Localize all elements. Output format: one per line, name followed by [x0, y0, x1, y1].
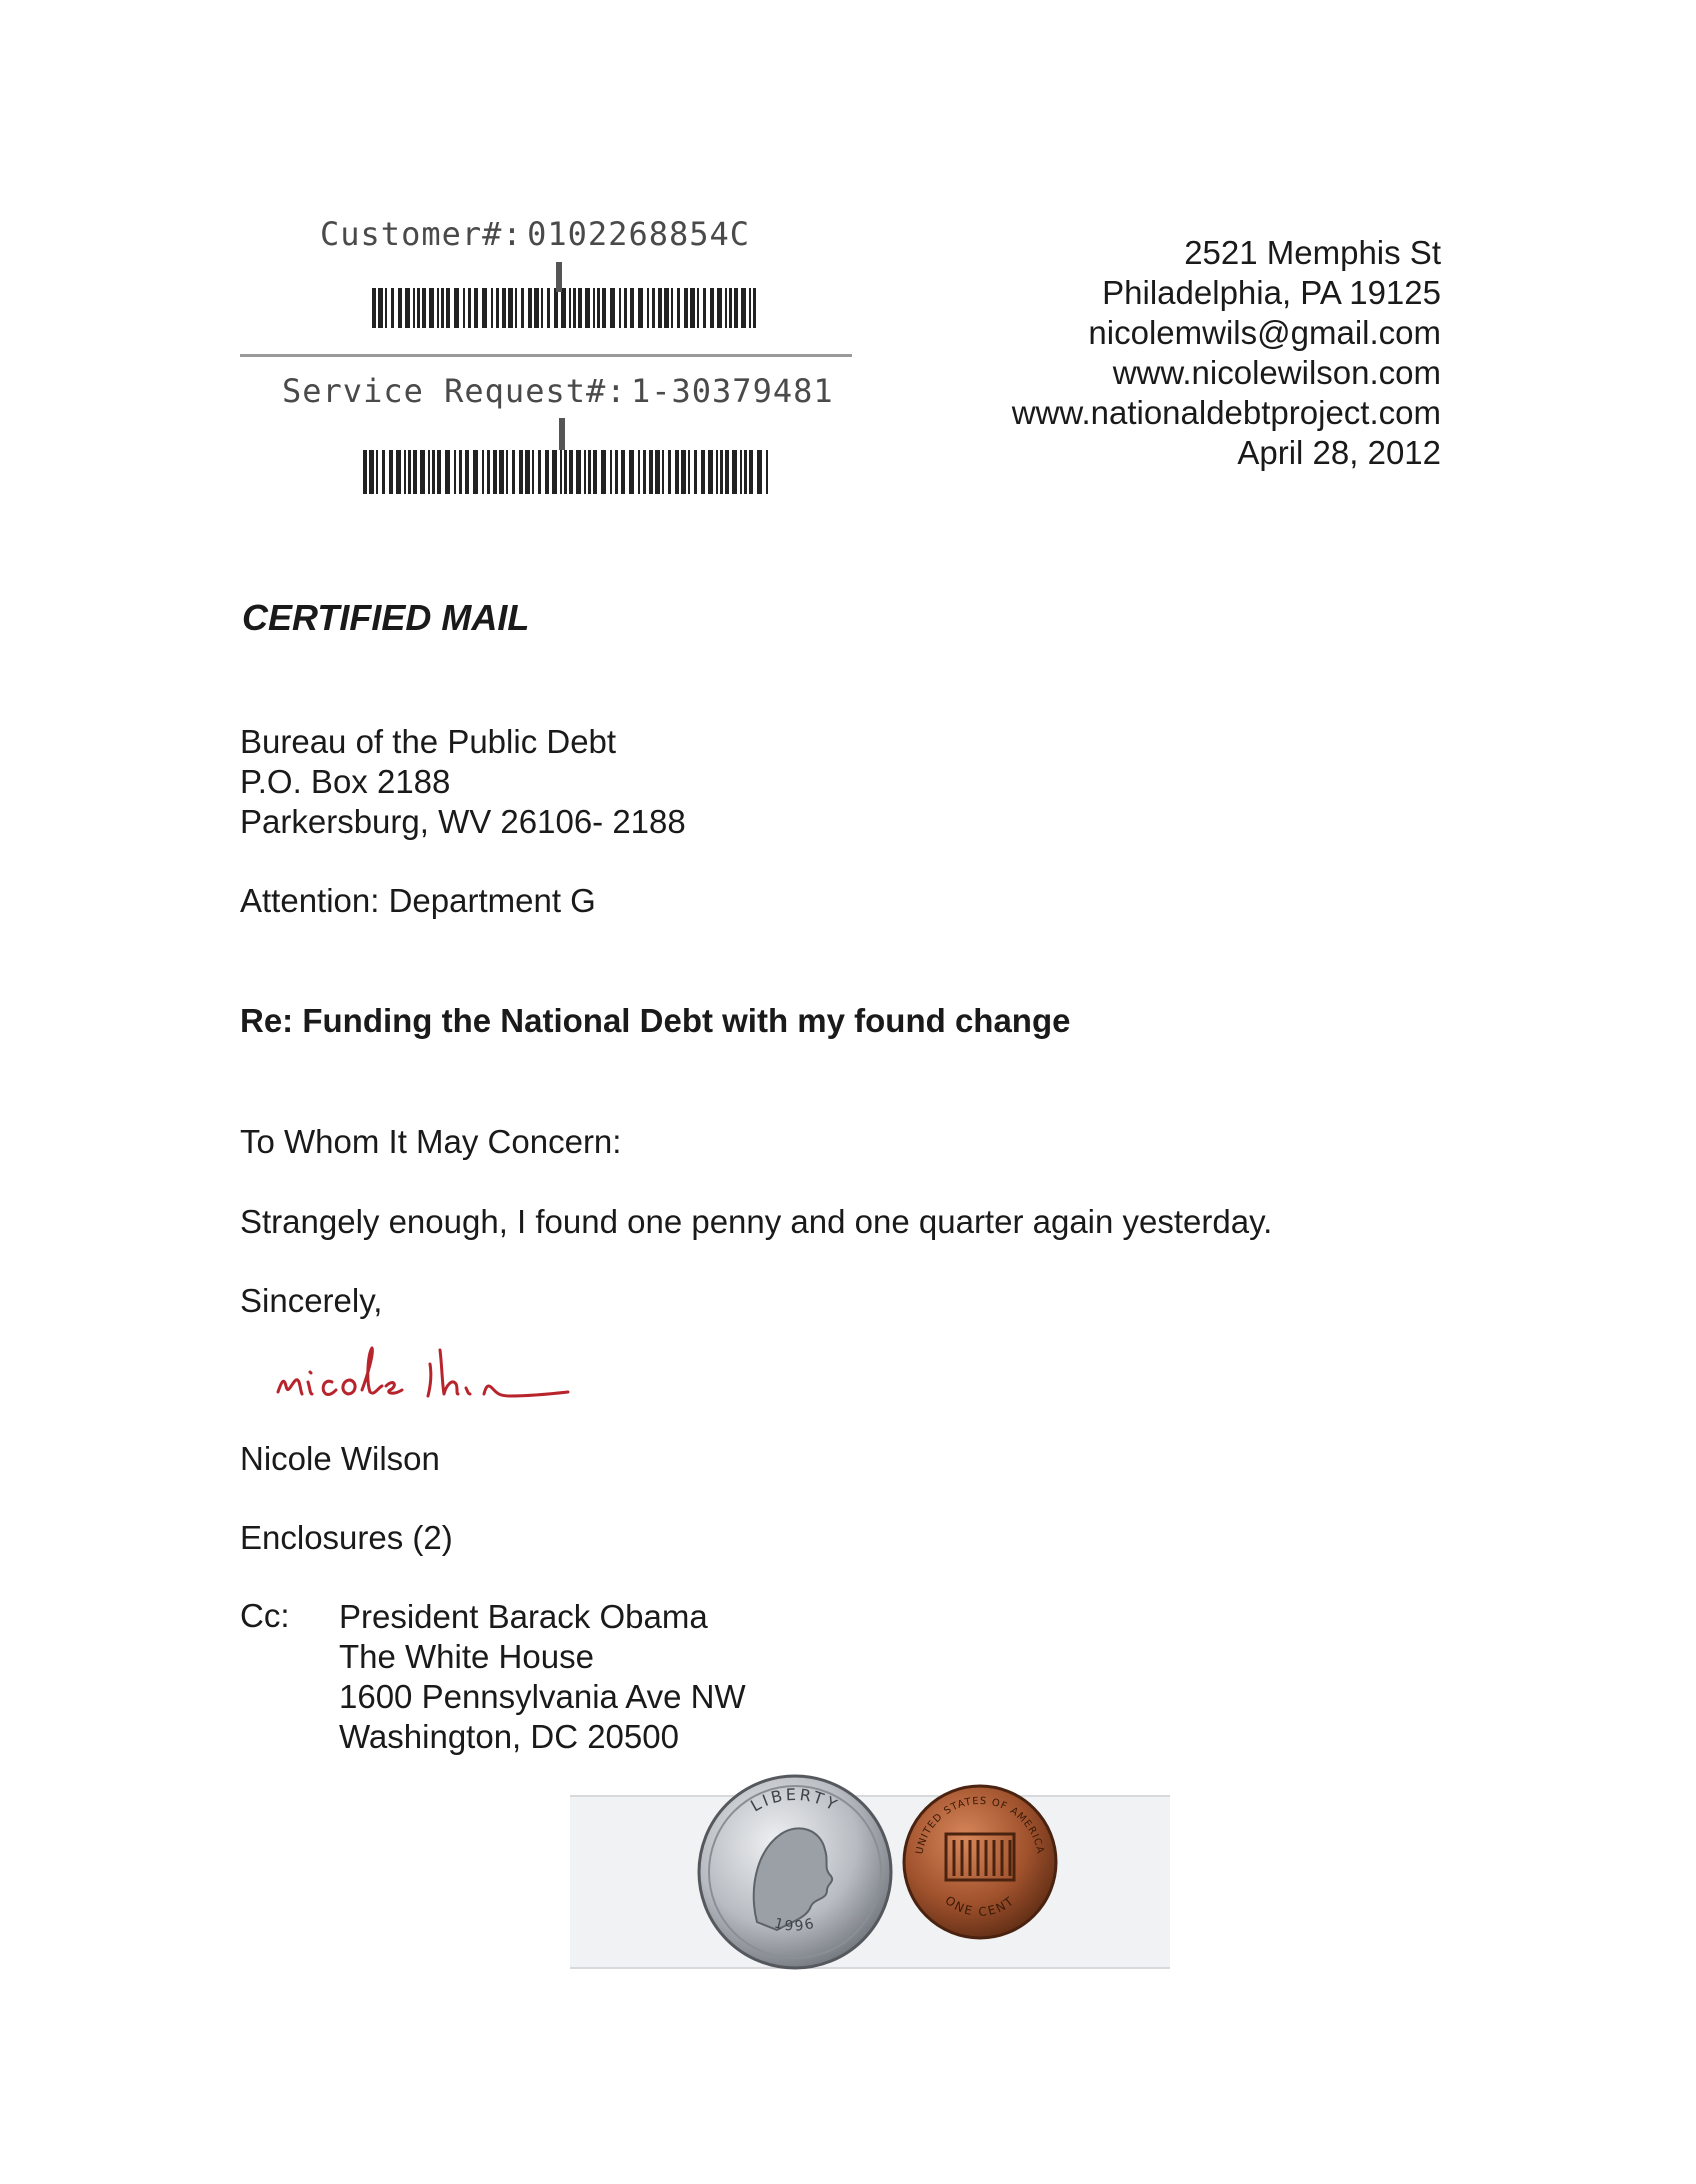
barcode-bar	[561, 288, 566, 328]
barcode-bar	[697, 288, 699, 328]
recipient-city: Parkersburg, WV 26106- 2188	[240, 803, 686, 840]
barcode-bar	[619, 288, 621, 328]
barcode-bar	[662, 450, 664, 494]
barcode-bar	[741, 288, 746, 328]
sender-website-1: www.nicolewilson.com	[1112, 354, 1441, 391]
barcode-bar	[391, 288, 394, 328]
handwritten-signature	[270, 1330, 590, 1420]
barcode-bar	[573, 288, 576, 328]
barcode-bar	[454, 450, 456, 494]
barcode-bar	[378, 288, 383, 328]
barcode-bar	[376, 450, 378, 494]
barcode-bar	[681, 450, 686, 494]
barcode-bar	[487, 450, 490, 494]
barcode-bar	[541, 288, 543, 328]
barcode-bar	[560, 450, 562, 494]
barcode-bar	[463, 288, 465, 328]
barcode-bar	[417, 288, 420, 328]
barcode-bar	[601, 450, 606, 494]
barcode-bar	[576, 450, 581, 494]
barcode-bar	[694, 450, 697, 494]
barcode-bar	[454, 288, 459, 328]
barcode-bar	[538, 450, 541, 494]
sender-city: Philadelphia, PA 19125	[1102, 274, 1441, 311]
barcode-bar	[710, 288, 714, 328]
barcode-bar	[630, 288, 634, 328]
barcode-bar	[396, 450, 401, 494]
barcode-bar	[749, 450, 753, 494]
barcode-bar	[753, 288, 756, 328]
barcode-bar	[629, 450, 634, 494]
barcode-bar	[404, 450, 406, 494]
barcode-bar	[593, 288, 595, 328]
letter-date: April 28, 2012	[1237, 434, 1441, 471]
signer-name: Nicole Wilson	[240, 1440, 440, 1477]
barcode-bar	[597, 288, 600, 328]
barcode-bar	[610, 450, 612, 494]
barcode-bar	[638, 288, 643, 328]
barcode-bar	[569, 288, 571, 328]
barcode-bar	[525, 450, 530, 494]
quarter-year: 1996	[772, 1915, 818, 1935]
barcode-bar	[638, 450, 640, 494]
barcode-bar	[420, 450, 425, 494]
barcode-bar	[684, 288, 688, 328]
penny-coin	[900, 1782, 1060, 1942]
barcode-bar	[652, 288, 655, 328]
barcode-bar	[602, 288, 606, 328]
service-request-number: 1-30379481	[630, 372, 834, 410]
barcode-bar	[422, 288, 426, 328]
barcode-bar	[664, 288, 669, 328]
barcode-bar	[534, 288, 539, 328]
barcode-bar	[382, 450, 385, 494]
barcode-bar	[474, 288, 478, 328]
quarter-top-text: LIBERTY	[747, 1784, 843, 1816]
barcode-bar	[547, 288, 550, 328]
barcode-bar	[655, 450, 660, 494]
attention-line: Attention: Department G	[240, 882, 596, 919]
barcode-bar	[521, 288, 524, 328]
barcode-bar	[528, 288, 532, 328]
barcode-bar	[552, 450, 557, 494]
cc-line: 1600 Pennsylvania Ave NW	[339, 1678, 746, 1715]
barcode-bar	[624, 288, 627, 328]
barcode-bar	[671, 288, 673, 328]
barcode-bar	[554, 288, 558, 328]
barcode-bar	[385, 288, 387, 328]
barcode-bar	[413, 288, 415, 328]
barcode-bar	[437, 288, 439, 328]
barcode-bar	[749, 288, 751, 328]
barcode-bar	[717, 288, 722, 328]
barcode-bar	[744, 450, 747, 494]
barcode-bar	[459, 450, 462, 494]
barcode-bar	[720, 450, 723, 494]
penny-top-text: UNITED STATES OF AMERICA	[914, 1795, 1046, 1856]
salutation: To Whom It May Concern:	[240, 1123, 622, 1160]
barcode-bar	[496, 288, 499, 328]
barcode-bar	[491, 288, 493, 328]
barcode-bar	[740, 450, 742, 494]
quarter-coin	[695, 1772, 895, 1972]
barcode-bar	[593, 450, 597, 494]
barcode-bar	[564, 450, 567, 494]
barcode-bar	[725, 288, 727, 328]
cc-recipient	[339, 1597, 746, 1757]
barcode-bar	[437, 450, 441, 494]
barcode-bar	[668, 450, 671, 494]
barcode-bar	[515, 288, 517, 328]
service-barcode-tick	[559, 418, 565, 450]
barcode-bar	[708, 450, 713, 494]
service-request-stamp	[282, 372, 834, 410]
barcode-bar	[468, 288, 471, 328]
barcode-bar	[493, 450, 497, 494]
barcode-bar	[429, 288, 434, 328]
barcode-bar	[732, 450, 737, 494]
barcode-bar	[703, 288, 706, 328]
barcode-bar	[441, 288, 444, 328]
barcode-bar	[701, 450, 705, 494]
enclosures-line: Enclosures (2)	[240, 1519, 453, 1556]
barcode-bar	[445, 450, 450, 494]
barcode-bar	[658, 288, 662, 328]
sender-street: 2521 Memphis St	[1184, 234, 1441, 271]
barcode-bar	[734, 288, 738, 328]
service-request-label: Service Request#:	[282, 372, 627, 410]
closing: Sincerely,	[240, 1282, 383, 1319]
sender-email: nicolemwils@gmail.com	[1088, 314, 1441, 351]
subject-line: Re: Funding the National Debt with my found change	[240, 1002, 1071, 1039]
body-paragraph: Strangely enough, I found one penny and one quarter again yesterday.	[240, 1203, 1273, 1240]
sender-website-2: www.nationaldebtproject.com	[1011, 394, 1441, 431]
barcode-bar	[502, 288, 506, 328]
barcode-bar	[688, 450, 690, 494]
barcode-bar	[621, 450, 625, 494]
barcode-bar	[610, 288, 615, 328]
barcode-bar	[482, 288, 487, 328]
barcode-bar	[413, 450, 417, 494]
barcode-bar	[677, 288, 680, 328]
service-request-barcode	[363, 450, 768, 494]
barcode-bar	[372, 288, 376, 328]
barcode-bar	[757, 450, 762, 494]
barcode-bar	[766, 450, 768, 494]
barcode-bar	[716, 450, 718, 494]
barcode-bar	[725, 450, 729, 494]
barcode-bar	[588, 450, 591, 494]
customer-stamp	[320, 215, 750, 253]
sender-address	[1012, 233, 1441, 473]
barcode-bar	[569, 450, 573, 494]
barcode-bar	[506, 450, 508, 494]
barcode-bar	[512, 450, 515, 494]
customer-label: Customer#:	[320, 215, 523, 253]
barcode-bar	[532, 450, 534, 494]
barcode-bar	[585, 288, 590, 328]
barcode-bar	[578, 288, 582, 328]
cc-line: The White House	[339, 1638, 594, 1675]
customer-barcode	[372, 288, 757, 328]
barcode-bar	[389, 450, 393, 494]
barcode-bar	[508, 288, 513, 328]
barcode-bar	[428, 450, 430, 494]
barcode-bar	[729, 288, 732, 328]
barcode-bar	[675, 450, 679, 494]
barcode-bar	[519, 450, 523, 494]
barcode-bar	[405, 288, 410, 328]
cc-label: Cc:	[240, 1597, 290, 1634]
cc-line: Washington, DC 20500	[339, 1718, 679, 1755]
barcode-bar	[465, 450, 469, 494]
barcode-bar	[482, 450, 484, 494]
barcode-bar	[643, 450, 646, 494]
recipient-name: Bureau of the Public Debt	[240, 723, 617, 760]
cc-line: President Barack Obama	[339, 1598, 708, 1635]
customer-number: 0102268854C	[527, 215, 751, 253]
mail-type: CERTIFIED MAIL	[242, 597, 530, 638]
barcode-bar	[647, 288, 649, 328]
recipient-po-box: P.O. Box 2188	[240, 763, 451, 800]
stamp-divider	[240, 354, 852, 357]
barcode-bar	[363, 450, 367, 494]
barcode-bar	[545, 450, 549, 494]
barcode-bar	[473, 450, 478, 494]
penny-denomination: ONE CENT	[942, 1893, 1018, 1919]
customer-barcode-tick	[556, 262, 562, 292]
barcode-bar	[398, 288, 402, 328]
barcode-bar	[446, 288, 450, 328]
barcode-bar	[584, 450, 586, 494]
barcode-bar	[408, 450, 411, 494]
barcode-bar	[649, 450, 653, 494]
barcode-bar	[690, 288, 695, 328]
barcode-bar	[369, 450, 374, 494]
barcode-bar	[615, 450, 618, 494]
barcode-bar	[432, 450, 435, 494]
barcode-bar	[499, 450, 504, 494]
